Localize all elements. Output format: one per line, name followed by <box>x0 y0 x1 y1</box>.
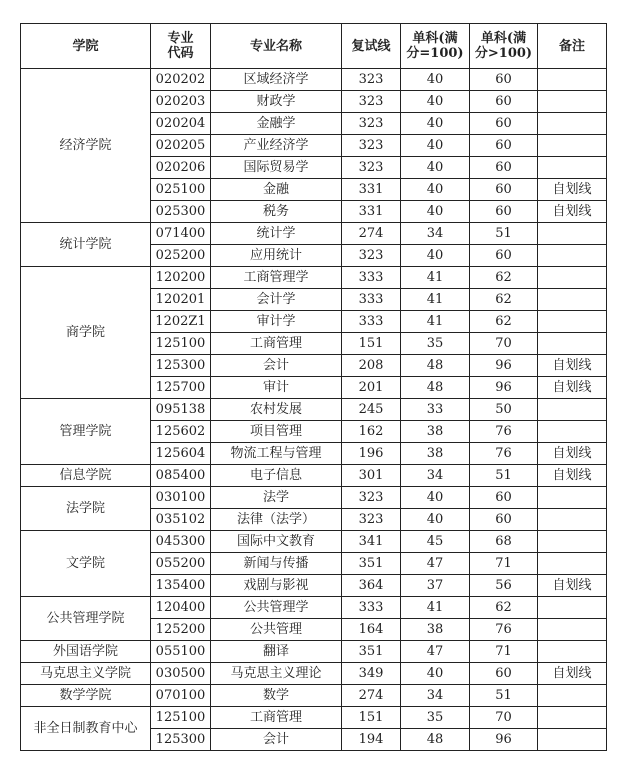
single-over100-cell: 60 <box>470 69 538 91</box>
single-over100-cell: 71 <box>470 553 538 575</box>
major-code-cell: 125602 <box>151 421 211 443</box>
single-100-cell: 40 <box>401 509 470 531</box>
header-single-over100: 单科(满 分>100) <box>470 24 538 69</box>
single-over100-cell: 51 <box>470 685 538 707</box>
single-100-cell: 48 <box>401 355 470 377</box>
major-name-cell: 应用统计 <box>211 245 342 267</box>
major-name-cell: 会计 <box>211 355 342 377</box>
retest-line-cell: 323 <box>342 509 401 531</box>
remarks-cell <box>538 729 607 751</box>
single-100-cell: 40 <box>401 69 470 91</box>
major-code-cell: 125100 <box>151 333 211 355</box>
retest-line-cell: 331 <box>342 179 401 201</box>
remarks-cell: 自划线 <box>538 443 607 465</box>
header-single-100: 单科(满 分=100) <box>401 24 470 69</box>
remarks-cell <box>538 267 607 289</box>
retest-line-cell: 323 <box>342 157 401 179</box>
remarks-cell <box>538 707 607 729</box>
remarks-cell <box>538 311 607 333</box>
remarks-cell <box>538 421 607 443</box>
college-cell: 经济学院 <box>21 69 151 223</box>
header-college: 学院 <box>21 24 151 69</box>
single-100-cell: 41 <box>401 289 470 311</box>
major-name-cell: 物流工程与管理 <box>211 443 342 465</box>
single-100-cell: 34 <box>401 223 470 245</box>
retest-line-cell: 333 <box>342 267 401 289</box>
table-row <box>21 685 607 707</box>
single-over100-cell: 62 <box>470 289 538 311</box>
major-code-cell: 020205 <box>151 135 211 157</box>
table-row <box>21 399 607 421</box>
retest-line-cell: 323 <box>342 91 401 113</box>
remarks-cell <box>538 69 607 91</box>
single-100-cell: 35 <box>401 333 470 355</box>
retest-line-cell: 351 <box>342 553 401 575</box>
single-over100-cell: 60 <box>470 179 538 201</box>
major-name-cell: 公共管理 <box>211 619 342 641</box>
remarks-cell <box>538 553 607 575</box>
header-major-code: 专业 代码 <box>151 24 211 69</box>
header-remarks: 备注 <box>538 24 607 69</box>
remarks-cell <box>538 157 607 179</box>
single-over100-cell: 60 <box>470 201 538 223</box>
retest-line-cell: 351 <box>342 641 401 663</box>
single-over100-cell: 62 <box>470 597 538 619</box>
major-code-cell: 125300 <box>151 729 211 751</box>
table-row <box>21 465 607 487</box>
single-over100-cell: 96 <box>470 355 538 377</box>
major-code-cell: 125604 <box>151 443 211 465</box>
major-code-cell: 135400 <box>151 575 211 597</box>
remarks-cell: 自划线 <box>538 377 607 399</box>
major-name-cell: 新闻与传播 <box>211 553 342 575</box>
retest-line-cell: 201 <box>342 377 401 399</box>
major-code-cell: 125100 <box>151 707 211 729</box>
remarks-cell <box>538 223 607 245</box>
single-over100-cell: 62 <box>470 311 538 333</box>
retest-line-cell: 349 <box>342 663 401 685</box>
single-100-cell: 47 <box>401 641 470 663</box>
single-100-cell: 40 <box>401 135 470 157</box>
major-code-cell: 020203 <box>151 91 211 113</box>
major-code-cell: 070100 <box>151 685 211 707</box>
major-name-cell: 税务 <box>211 201 342 223</box>
single-over100-cell: 60 <box>470 113 538 135</box>
retest-line-cell: 245 <box>342 399 401 421</box>
retest-line-cell: 196 <box>342 443 401 465</box>
remarks-cell <box>538 289 607 311</box>
retest-line-cell: 208 <box>342 355 401 377</box>
table-row <box>21 267 607 289</box>
single-100-cell: 37 <box>401 575 470 597</box>
remarks-cell: 自划线 <box>538 355 607 377</box>
major-code-cell: 055200 <box>151 553 211 575</box>
major-name-cell: 审计 <box>211 377 342 399</box>
major-name-cell: 戏剧与影视 <box>211 575 342 597</box>
college-cell: 马克思主义学院 <box>21 663 151 685</box>
retest-line-cell: 162 <box>342 421 401 443</box>
college-cell: 管理学院 <box>21 399 151 465</box>
major-code-cell: 030100 <box>151 487 211 509</box>
remarks-cell: 自划线 <box>538 201 607 223</box>
major-code-cell: 120400 <box>151 597 211 619</box>
major-name-cell: 会计学 <box>211 289 342 311</box>
retest-line-cell: 274 <box>342 685 401 707</box>
major-name-cell: 数学 <box>211 685 342 707</box>
single-100-cell: 48 <box>401 377 470 399</box>
major-code-cell: 025100 <box>151 179 211 201</box>
table-row <box>21 663 607 685</box>
college-cell: 非全日制教育中心 <box>21 707 151 751</box>
major-name-cell: 工商管理 <box>211 707 342 729</box>
remarks-cell: 自划线 <box>538 575 607 597</box>
single-over100-cell: 60 <box>470 135 538 157</box>
header-major-name: 专业名称 <box>211 24 342 69</box>
single-100-cell: 38 <box>401 421 470 443</box>
major-name-cell: 区域经济学 <box>211 69 342 91</box>
single-over100-cell: 60 <box>470 663 538 685</box>
major-code-cell: 020206 <box>151 157 211 179</box>
major-code-cell: 025300 <box>151 201 211 223</box>
remarks-cell <box>538 487 607 509</box>
single-100-cell: 45 <box>401 531 470 553</box>
single-100-cell: 34 <box>401 465 470 487</box>
single-100-cell: 34 <box>401 685 470 707</box>
major-code-cell: 020204 <box>151 113 211 135</box>
single-100-cell: 35 <box>401 707 470 729</box>
major-name-cell: 农村发展 <box>211 399 342 421</box>
single-over100-cell: 96 <box>470 377 538 399</box>
major-name-cell: 项目管理 <box>211 421 342 443</box>
major-name-cell: 工商管理 <box>211 333 342 355</box>
major-code-cell: 025200 <box>151 245 211 267</box>
single-100-cell: 40 <box>401 91 470 113</box>
single-100-cell: 40 <box>401 113 470 135</box>
college-cell: 法学院 <box>21 487 151 531</box>
single-over100-cell: 60 <box>470 157 538 179</box>
single-over100-cell: 62 <box>470 267 538 289</box>
retest-line-cell: 323 <box>342 487 401 509</box>
college-cell: 统计学院 <box>21 223 151 267</box>
single-over100-cell: 60 <box>470 487 538 509</box>
major-name-cell: 国际贸易学 <box>211 157 342 179</box>
single-over100-cell: 76 <box>470 421 538 443</box>
table-row <box>21 69 607 91</box>
major-name-cell: 国际中文教育 <box>211 531 342 553</box>
table-row <box>21 223 607 245</box>
remarks-cell <box>538 685 607 707</box>
single-100-cell: 41 <box>401 311 470 333</box>
retest-line-cell: 274 <box>342 223 401 245</box>
remarks-cell <box>538 135 607 157</box>
major-name-cell: 财政学 <box>211 91 342 113</box>
single-100-cell: 38 <box>401 443 470 465</box>
major-code-cell: 120201 <box>151 289 211 311</box>
header-retest-line: 复试线 <box>342 24 401 69</box>
single-100-cell: 40 <box>401 179 470 201</box>
remarks-cell <box>538 641 607 663</box>
retest-line-cell: 333 <box>342 597 401 619</box>
retest-line-cell: 151 <box>342 333 401 355</box>
remarks-cell <box>538 619 607 641</box>
retest-line-cell: 364 <box>342 575 401 597</box>
remarks-cell <box>538 531 607 553</box>
admission-score-table <box>20 23 607 751</box>
remarks-cell <box>538 91 607 113</box>
table-row <box>21 487 607 509</box>
major-code-cell: 125300 <box>151 355 211 377</box>
single-100-cell: 40 <box>401 201 470 223</box>
retest-line-cell: 323 <box>342 69 401 91</box>
single-over100-cell: 96 <box>470 729 538 751</box>
major-code-cell: 045300 <box>151 531 211 553</box>
remarks-cell <box>538 333 607 355</box>
college-cell: 信息学院 <box>21 465 151 487</box>
major-name-cell: 工商管理学 <box>211 267 342 289</box>
college-cell: 文学院 <box>21 531 151 597</box>
header-row <box>21 24 607 69</box>
single-over100-cell: 60 <box>470 245 538 267</box>
single-100-cell: 40 <box>401 487 470 509</box>
single-over100-cell: 56 <box>470 575 538 597</box>
major-name-cell: 金融 <box>211 179 342 201</box>
single-100-cell: 40 <box>401 157 470 179</box>
retest-line-cell: 323 <box>342 245 401 267</box>
college-cell: 商学院 <box>21 267 151 399</box>
single-100-cell: 40 <box>401 663 470 685</box>
table-row <box>21 597 607 619</box>
college-cell: 数学学院 <box>21 685 151 707</box>
remarks-cell <box>538 399 607 421</box>
single-over100-cell: 70 <box>470 707 538 729</box>
retest-line-cell: 323 <box>342 135 401 157</box>
major-code-cell: 020202 <box>151 69 211 91</box>
single-over100-cell: 51 <box>470 223 538 245</box>
remarks-cell <box>538 245 607 267</box>
remarks-cell <box>538 597 607 619</box>
remarks-cell <box>538 509 607 531</box>
retest-line-cell: 164 <box>342 619 401 641</box>
major-name-cell: 马克思主义理论 <box>211 663 342 685</box>
college-cell: 外国语学院 <box>21 641 151 663</box>
retest-line-cell: 151 <box>342 707 401 729</box>
retest-line-cell: 194 <box>342 729 401 751</box>
remarks-cell: 自划线 <box>538 465 607 487</box>
major-name-cell: 统计学 <box>211 223 342 245</box>
major-name-cell: 审计学 <box>211 311 342 333</box>
major-name-cell: 公共管理学 <box>211 597 342 619</box>
single-100-cell: 48 <box>401 729 470 751</box>
major-code-cell: 1202Z1 <box>151 311 211 333</box>
major-code-cell: 085400 <box>151 465 211 487</box>
major-code-cell: 055100 <box>151 641 211 663</box>
table-row <box>21 641 607 663</box>
single-100-cell: 40 <box>401 245 470 267</box>
table-row <box>21 707 607 729</box>
major-code-cell: 120200 <box>151 267 211 289</box>
major-name-cell: 法学 <box>211 487 342 509</box>
major-name-cell: 法律（法学） <box>211 509 342 531</box>
major-name-cell: 产业经济学 <box>211 135 342 157</box>
single-over100-cell: 60 <box>470 509 538 531</box>
retest-line-cell: 333 <box>342 289 401 311</box>
major-code-cell: 095138 <box>151 399 211 421</box>
major-name-cell: 金融学 <box>211 113 342 135</box>
major-code-cell: 125200 <box>151 619 211 641</box>
retest-line-cell: 341 <box>342 531 401 553</box>
remarks-cell <box>538 113 607 135</box>
single-100-cell: 38 <box>401 619 470 641</box>
remarks-cell: 自划线 <box>538 179 607 201</box>
major-code-cell: 030500 <box>151 663 211 685</box>
single-over100-cell: 60 <box>470 91 538 113</box>
major-code-cell: 071400 <box>151 223 211 245</box>
single-over100-cell: 76 <box>470 619 538 641</box>
single-over100-cell: 68 <box>470 531 538 553</box>
single-100-cell: 41 <box>401 267 470 289</box>
single-100-cell: 41 <box>401 597 470 619</box>
major-name-cell: 电子信息 <box>211 465 342 487</box>
single-over100-cell: 70 <box>470 333 538 355</box>
retest-line-cell: 333 <box>342 311 401 333</box>
retest-line-cell: 323 <box>342 113 401 135</box>
college-cell: 公共管理学院 <box>21 597 151 641</box>
retest-line-cell: 331 <box>342 201 401 223</box>
single-over100-cell: 50 <box>470 399 538 421</box>
major-code-cell: 035102 <box>151 509 211 531</box>
single-100-cell: 33 <box>401 399 470 421</box>
major-name-cell: 翻译 <box>211 641 342 663</box>
single-100-cell: 47 <box>401 553 470 575</box>
table-row <box>21 531 607 553</box>
retest-line-cell: 301 <box>342 465 401 487</box>
single-over100-cell: 51 <box>470 465 538 487</box>
single-over100-cell: 76 <box>470 443 538 465</box>
single-over100-cell: 71 <box>470 641 538 663</box>
major-name-cell: 会计 <box>211 729 342 751</box>
remarks-cell: 自划线 <box>538 663 607 685</box>
major-code-cell: 125700 <box>151 377 211 399</box>
